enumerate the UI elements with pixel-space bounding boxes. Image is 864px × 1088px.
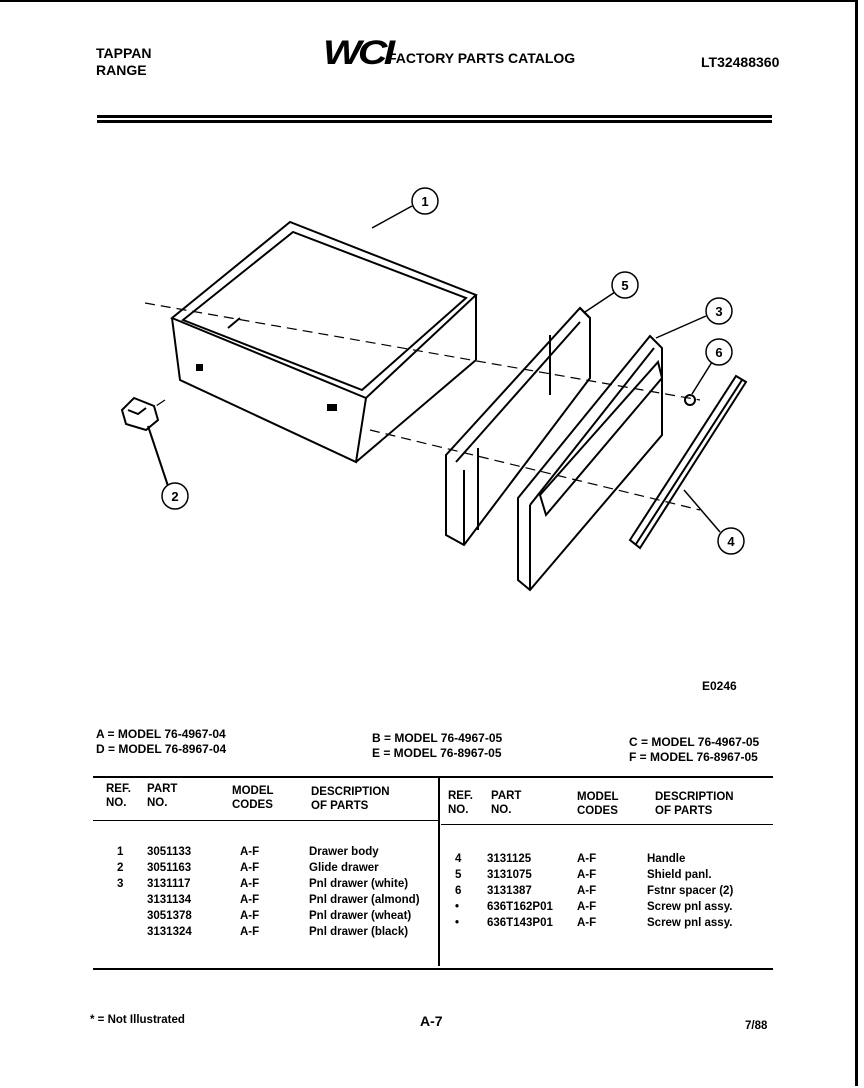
model-d: D = MODEL 76-8967-04 — [96, 742, 227, 756]
table-cell-codes: A-F — [577, 917, 597, 929]
callout-3 — [706, 298, 732, 324]
brand-line1: TAPPAN — [96, 45, 152, 61]
catalog-number: LT32488360 — [701, 54, 780, 70]
table-cell-codes: A-F — [577, 885, 597, 897]
table-cell-desc: Pnl drawer (wheat) — [309, 910, 412, 922]
table-cell-desc: Pnl drawer (black) — [309, 926, 409, 938]
table-cell-part: 3131117 — [147, 878, 191, 890]
table-cell-ref: 4 — [455, 853, 462, 865]
model-list-2 — [372, 731, 502, 761]
table-bottom-rule — [93, 968, 773, 970]
drawer-body — [172, 222, 476, 462]
table-cell-part: 3051133 — [147, 846, 192, 858]
table-cell-codes: A-F — [240, 926, 260, 938]
header-desc: DESCRIPTION OF PARTS — [655, 791, 734, 817]
model-a: A = MODEL 76-4967-04 — [96, 727, 226, 741]
header-part: PART NO. — [147, 783, 178, 809]
table-cell-ref: • — [455, 901, 460, 913]
table-cell-ref: 2 — [117, 862, 124, 874]
model-list-3 — [629, 735, 759, 765]
glide-drawer — [122, 398, 168, 486]
header-desc: DESCRIPTION OF PARTS — [311, 786, 390, 812]
callout-5 — [612, 272, 638, 298]
table-cell-desc: Pnl drawer (almond) — [309, 894, 420, 906]
table-cell-desc: Pnl drawer (white) — [309, 878, 409, 890]
callout-6 — [706, 339, 732, 365]
not-illustrated-note: * = Not Illustrated — [90, 1014, 185, 1026]
model-f: F = MODEL 76-8967-05 — [629, 750, 758, 764]
table-cell-codes: A-F — [577, 869, 597, 881]
svg-text:2: 2 — [171, 489, 179, 504]
table-cell-part: 3051163 — [147, 862, 192, 874]
header-ref: REF. NO. — [448, 790, 473, 816]
callout-2 — [162, 483, 188, 509]
table-cell-desc: Drawer body — [309, 846, 379, 858]
brand-line2: RANGE — [96, 62, 147, 78]
table-cell-codes: A-F — [577, 901, 597, 913]
model-b: B = MODEL 76-4967-05 — [372, 731, 503, 745]
table-cell-desc: Handle — [647, 853, 686, 865]
page-number: A-7 — [420, 1013, 443, 1029]
callout-1 — [412, 188, 438, 214]
table-cell-desc: Shield panl. — [647, 869, 712, 881]
table-header-rule — [93, 820, 438, 821]
table-cell-ref: 1 — [117, 846, 124, 858]
table-cell-codes: A-F — [577, 853, 597, 865]
revision-date: 7/88 — [745, 1020, 768, 1032]
table-cell-desc: Screw pnl assy. — [647, 917, 733, 929]
svg-text:4: 4 — [727, 534, 735, 549]
table-cell-part: 3131125 — [487, 853, 532, 865]
table-cell-part: 3051378 — [147, 910, 192, 922]
table-cell-codes: A-F — [240, 878, 260, 890]
header-codes: MODEL CODES — [232, 785, 274, 811]
table-header-rule — [441, 824, 773, 825]
table-cell-part: 3131134 — [147, 894, 192, 906]
table-cell-ref: 6 — [455, 885, 462, 897]
table-cell-part: 636T143P01 — [487, 917, 553, 929]
catalog-title: FACTORY PARTS CATALOG — [388, 50, 576, 66]
table-cell-part: 636T162P01 — [487, 901, 553, 913]
wci-logo: WCI — [323, 34, 392, 72]
table-cell-codes: A-F — [240, 846, 260, 858]
svg-text:5: 5 — [621, 278, 629, 293]
model-list-1 — [96, 727, 226, 757]
table-cell-desc: Fstnr spacer (2) — [647, 885, 734, 897]
table-cell-part: 3131075 — [487, 869, 532, 881]
header-ref: REF. NO. — [106, 783, 131, 809]
table-cell-part: 3131324 — [147, 926, 192, 938]
table-cell-ref: 3 — [117, 878, 124, 890]
svg-text:6: 6 — [715, 345, 723, 360]
header-codes: MODEL CODES — [577, 791, 619, 817]
table-cell-codes: A-F — [240, 910, 260, 922]
callout-4 — [718, 528, 744, 554]
svg-text:1: 1 — [421, 194, 429, 209]
table-cell-desc: Glide drawer — [309, 862, 379, 874]
table-cell-ref: • — [455, 917, 460, 929]
header-part: PART NO. — [491, 790, 522, 816]
table-cell-codes: A-F — [240, 862, 260, 874]
table-cell-codes: A-F — [240, 894, 260, 906]
diagram-code: E0246 — [702, 679, 737, 693]
table-divider — [438, 776, 440, 966]
fastener-spacer — [685, 395, 695, 405]
model-c: C = MODEL 76-4967-05 — [629, 735, 760, 749]
handle — [630, 376, 746, 548]
svg-text:3: 3 — [715, 304, 723, 319]
table-cell-desc: Screw pnl assy. — [647, 901, 733, 913]
table-cell-ref: 5 — [455, 869, 462, 881]
model-e: E = MODEL 76-8967-05 — [372, 746, 502, 760]
table-cell-part: 3131387 — [487, 885, 532, 897]
table-top-rule — [93, 776, 773, 778]
